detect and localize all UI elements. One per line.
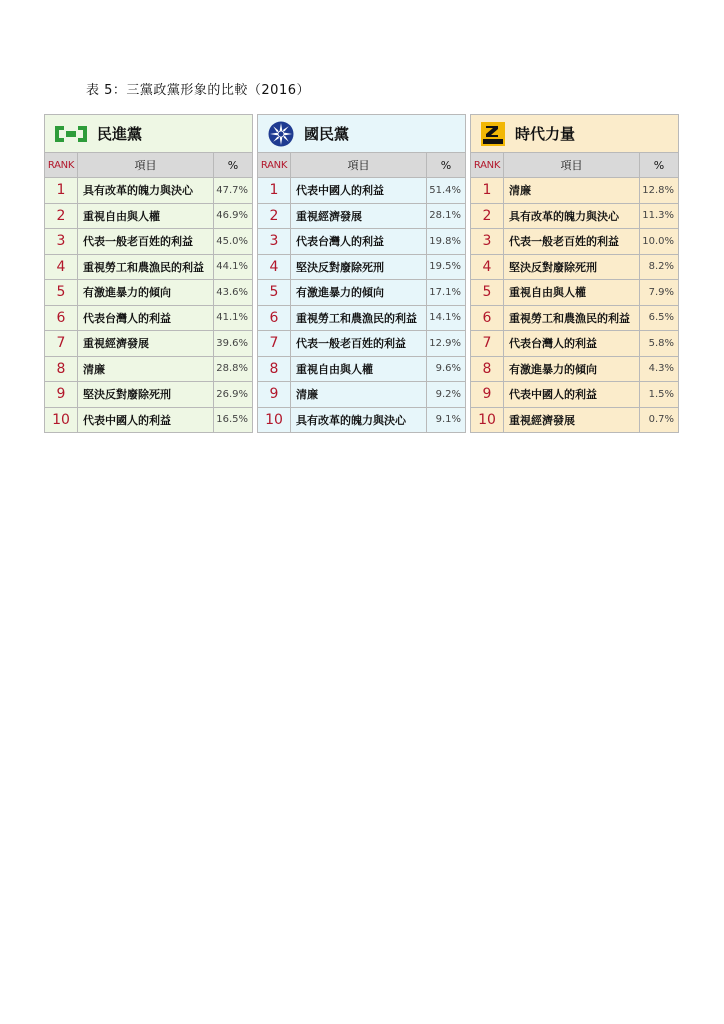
item-cell: 代表一般老百姓的利益 bbox=[504, 229, 640, 254]
column-header-row bbox=[45, 153, 252, 178]
item-cell: 堅決反對廢除死刑 bbox=[78, 382, 214, 407]
table-row bbox=[471, 255, 678, 281]
percent-cell: 1.5% bbox=[648, 388, 674, 400]
table-row bbox=[471, 382, 678, 408]
item-column-header: 項目 bbox=[78, 153, 214, 177]
table-row bbox=[258, 178, 465, 204]
party-name: 時代力量 bbox=[515, 125, 576, 143]
item-cell: 堅決反對廢除死刑 bbox=[504, 255, 640, 280]
percent-cell: 11.3% bbox=[642, 210, 674, 222]
percent-cell: 51.4% bbox=[429, 184, 461, 196]
party-comparison-tables bbox=[44, 114, 679, 433]
rank-cell: 2 bbox=[471, 204, 504, 229]
percent-cell: 16.5% bbox=[216, 414, 248, 426]
rank-cell: 2 bbox=[258, 204, 291, 229]
table-row bbox=[258, 229, 465, 255]
rank-column-header: RANK bbox=[471, 153, 504, 177]
item-cell: 重視自由與人權 bbox=[504, 280, 640, 305]
rank-cell: 4 bbox=[45, 255, 78, 280]
percent-cell: 39.6% bbox=[216, 337, 248, 349]
table-row bbox=[45, 306, 252, 332]
table-row bbox=[258, 306, 465, 332]
item-cell: 具有改革的魄力與決心 bbox=[504, 204, 640, 229]
table-row bbox=[471, 408, 678, 433]
table-row bbox=[45, 280, 252, 306]
item-cell: 代表一般老百姓的利益 bbox=[78, 229, 214, 254]
percent-column-header: % bbox=[227, 158, 239, 172]
table-row bbox=[45, 255, 252, 281]
rank-cell: 8 bbox=[258, 357, 291, 382]
item-cell: 代表中國人的利益 bbox=[504, 382, 640, 407]
item-cell: 清廉 bbox=[291, 382, 427, 407]
rank-cell: 10 bbox=[258, 408, 291, 433]
table-row bbox=[258, 331, 465, 357]
item-cell: 重視勞工和農漁民的利益 bbox=[291, 306, 427, 331]
rank-cell: 6 bbox=[258, 306, 291, 331]
rank-cell: 6 bbox=[45, 306, 78, 331]
percent-cell: 7.9% bbox=[648, 286, 674, 298]
table-row bbox=[45, 229, 252, 255]
percent-cell: 28.1% bbox=[429, 210, 461, 222]
column-header-row bbox=[471, 153, 678, 178]
item-cell: 重視勞工和農漁民的利益 bbox=[504, 306, 640, 331]
rank-cell: 3 bbox=[45, 229, 78, 254]
table-row bbox=[258, 382, 465, 408]
percent-cell: 9.6% bbox=[435, 363, 461, 375]
percent-column-header: % bbox=[653, 158, 665, 172]
percent-cell: 12.8% bbox=[642, 184, 674, 196]
table-row bbox=[471, 280, 678, 306]
rank-cell: 10 bbox=[471, 408, 504, 433]
item-cell: 重視勞工和農漁民的利益 bbox=[78, 255, 214, 280]
rank-cell: 1 bbox=[258, 178, 291, 203]
percent-cell: 9.1% bbox=[435, 414, 461, 426]
rank-cell: 5 bbox=[471, 280, 504, 305]
item-cell: 清廉 bbox=[504, 178, 640, 203]
dpp-logo-icon bbox=[55, 124, 87, 144]
rank-cell: 3 bbox=[471, 229, 504, 254]
rank-cell: 9 bbox=[45, 382, 78, 407]
item-cell: 具有改革的魄力與決心 bbox=[291, 408, 427, 433]
table-row bbox=[258, 280, 465, 306]
percent-cell: 45.0% bbox=[216, 235, 248, 247]
percent-cell: 10.0% bbox=[642, 235, 674, 247]
item-cell: 代表中國人的利益 bbox=[78, 408, 214, 433]
percent-cell: 14.1% bbox=[429, 312, 461, 324]
item-cell: 代表台灣人的利益 bbox=[78, 306, 214, 331]
table-row bbox=[471, 306, 678, 332]
rank-cell: 9 bbox=[258, 382, 291, 407]
party-name: 國民黨 bbox=[304, 125, 350, 143]
item-cell: 有激進暴力的傾向 bbox=[504, 357, 640, 382]
percent-cell: 5.8% bbox=[648, 337, 674, 349]
item-cell: 重視經濟發展 bbox=[504, 408, 640, 433]
party-table-dpp bbox=[44, 114, 253, 433]
item-cell: 具有改革的魄力與決心 bbox=[78, 178, 214, 203]
item-cell: 重視經濟發展 bbox=[78, 331, 214, 356]
npp-logo-icon bbox=[481, 122, 505, 146]
table-row bbox=[45, 331, 252, 357]
percent-cell: 26.9% bbox=[216, 388, 248, 400]
rank-cell: 9 bbox=[471, 382, 504, 407]
table-row bbox=[471, 331, 678, 357]
rank-cell: 10 bbox=[45, 408, 78, 433]
table-row bbox=[45, 357, 252, 383]
table-row bbox=[471, 229, 678, 255]
table-row bbox=[471, 357, 678, 383]
rank-cell: 8 bbox=[471, 357, 504, 382]
party-name: 民進黨 bbox=[97, 125, 143, 143]
table-row bbox=[45, 382, 252, 408]
percent-cell: 17.1% bbox=[429, 286, 461, 298]
item-cell: 重視經濟發展 bbox=[291, 204, 427, 229]
percent-cell: 47.7% bbox=[216, 184, 248, 196]
rank-cell: 5 bbox=[45, 280, 78, 305]
table-row bbox=[471, 204, 678, 230]
rank-column-header: RANK bbox=[258, 153, 291, 177]
percent-cell: 44.1% bbox=[216, 261, 248, 273]
table-row bbox=[258, 255, 465, 281]
rank-cell: 8 bbox=[45, 357, 78, 382]
rank-cell: 2 bbox=[45, 204, 78, 229]
rank-cell: 3 bbox=[258, 229, 291, 254]
percent-cell: 8.2% bbox=[648, 261, 674, 273]
item-column-header: 項目 bbox=[504, 153, 640, 177]
rank-cell: 1 bbox=[471, 178, 504, 203]
table-row bbox=[45, 178, 252, 204]
table-row bbox=[258, 204, 465, 230]
party-header bbox=[471, 115, 678, 153]
column-header-row bbox=[258, 153, 465, 178]
rank-cell: 5 bbox=[258, 280, 291, 305]
item-cell: 代表中國人的利益 bbox=[291, 178, 427, 203]
party-table-npp bbox=[470, 114, 679, 433]
item-cell: 堅決反對廢除死刑 bbox=[291, 255, 427, 280]
percent-cell: 9.2% bbox=[435, 388, 461, 400]
percent-cell: 19.8% bbox=[429, 235, 461, 247]
percent-cell: 0.7% bbox=[648, 414, 674, 426]
table-caption: 表 5：三黨政黨形象的比較（2016） bbox=[86, 83, 310, 98]
rank-cell: 7 bbox=[45, 331, 78, 356]
rank-cell: 4 bbox=[258, 255, 291, 280]
percent-cell: 12.9% bbox=[429, 337, 461, 349]
table-row bbox=[258, 357, 465, 383]
percent-cell: 6.5% bbox=[648, 312, 674, 324]
party-header bbox=[258, 115, 465, 153]
percent-cell: 46.9% bbox=[216, 210, 248, 222]
item-cell: 有激進暴力的傾向 bbox=[291, 280, 427, 305]
rank-cell: 7 bbox=[258, 331, 291, 356]
table-row bbox=[45, 204, 252, 230]
item-cell: 清廉 bbox=[78, 357, 214, 382]
party-header bbox=[45, 115, 252, 153]
item-cell: 重視自由與人權 bbox=[291, 357, 427, 382]
percent-cell: 43.6% bbox=[216, 286, 248, 298]
item-column-header: 項目 bbox=[291, 153, 427, 177]
table-row bbox=[45, 408, 252, 433]
rank-cell: 4 bbox=[471, 255, 504, 280]
item-cell: 代表台灣人的利益 bbox=[291, 229, 427, 254]
rank-cell: 1 bbox=[45, 178, 78, 203]
kmt-logo-icon bbox=[268, 121, 294, 147]
table-row bbox=[471, 178, 678, 204]
item-cell: 代表一般老百姓的利益 bbox=[291, 331, 427, 356]
percent-cell: 28.8% bbox=[216, 363, 248, 375]
percent-cell: 19.5% bbox=[429, 261, 461, 273]
table-row bbox=[258, 408, 465, 433]
rank-cell: 7 bbox=[471, 331, 504, 356]
percent-column-header: % bbox=[440, 158, 452, 172]
item-cell: 代表台灣人的利益 bbox=[504, 331, 640, 356]
rank-cell: 6 bbox=[471, 306, 504, 331]
item-cell: 重視自由與人權 bbox=[78, 204, 214, 229]
percent-cell: 41.1% bbox=[216, 312, 248, 324]
percent-cell: 4.3% bbox=[648, 363, 674, 375]
rank-column-header: RANK bbox=[45, 153, 78, 177]
party-table-kmt bbox=[257, 114, 466, 433]
item-cell: 有激進暴力的傾向 bbox=[78, 280, 214, 305]
